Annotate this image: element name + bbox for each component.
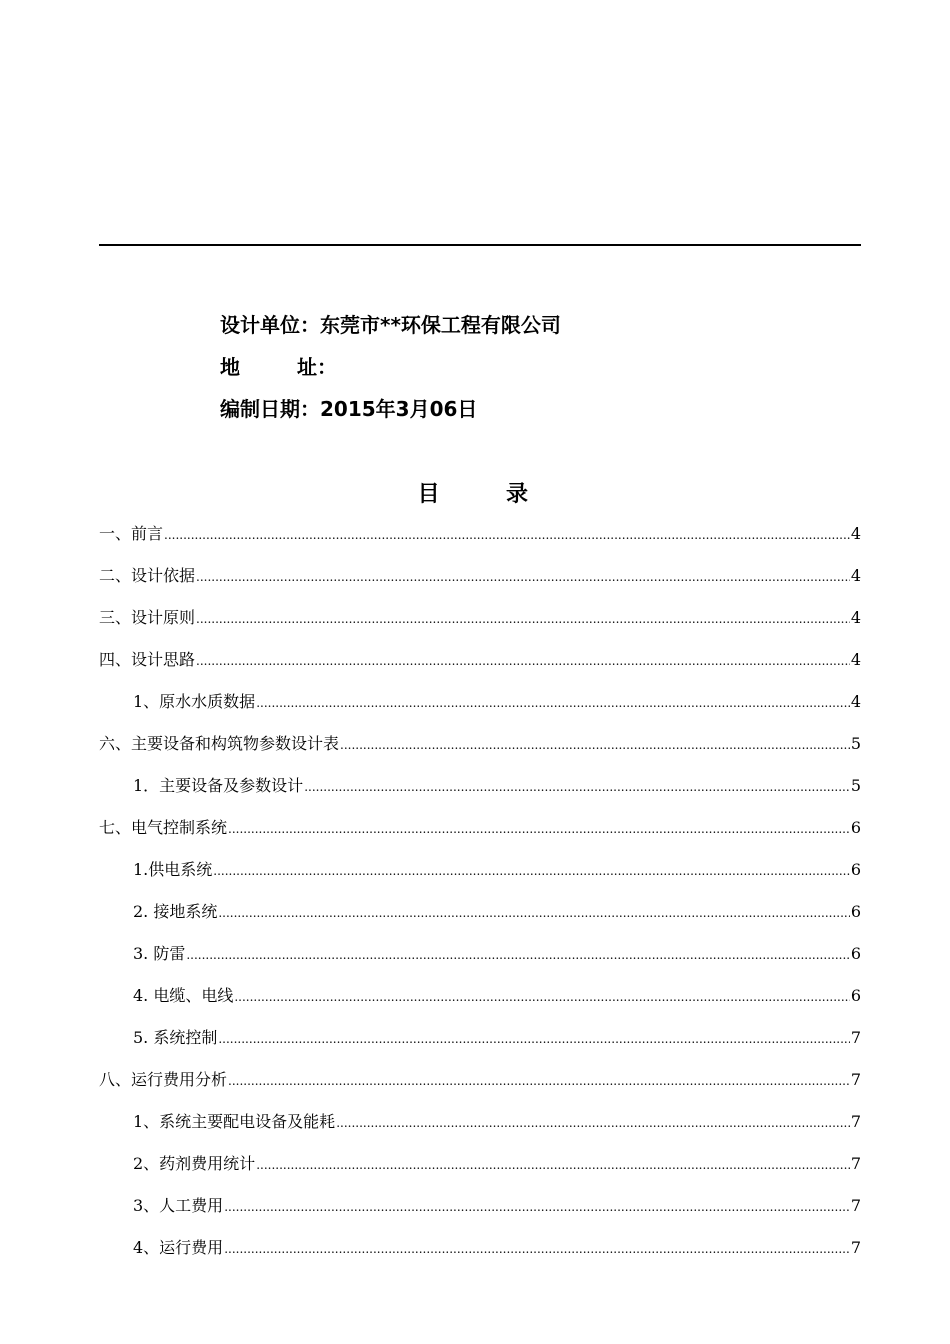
date-label: 编制日期： (220, 397, 320, 421)
toc-entry-text: 2. 接地系统 (133, 902, 218, 921)
toc-leader-dots (186, 938, 849, 972)
toc-leader-dots (336, 1106, 850, 1140)
toc-entry[interactable] (99, 517, 861, 559)
toc-entry-page: 6 (850, 986, 861, 1005)
toc-leader-dots (213, 854, 850, 888)
toc-leader-dots (218, 1022, 849, 1056)
toc-entry-text: 3、人工费用 (133, 1196, 224, 1215)
toc-entry-page: 7 (850, 1154, 861, 1173)
toc-entry[interactable] (99, 853, 861, 895)
toc-entry-text: 1．主要设备及参数设计 (133, 776, 304, 795)
toc-entry-text: 1.供电系统 (133, 860, 213, 879)
toc-entry-text: 六、主要设备和构筑物参数设计表 (99, 734, 340, 753)
toc-entry-page: 6 (850, 860, 861, 879)
toc-entry[interactable] (99, 727, 861, 769)
toc-entry[interactable] (99, 601, 861, 643)
toc-entry[interactable] (99, 769, 861, 811)
toc-leader-dots (218, 896, 849, 930)
toc-leader-dots (196, 560, 850, 594)
toc-entry-page: 7 (850, 1196, 861, 1215)
toc-leader-dots (196, 602, 850, 636)
toc-entry-text: 2、药剂费用统计 (133, 1154, 256, 1173)
toc-leader-dots (340, 728, 850, 762)
table-of-contents (99, 517, 861, 1273)
header-divider (99, 244, 861, 246)
toc-entry[interactable] (99, 559, 861, 601)
toc-entry-page: 6 (850, 902, 861, 921)
date-value: 2015年3月06日 (320, 397, 478, 421)
toc-title: 目 录 (417, 482, 533, 507)
design-unit-label: 设计单位： (220, 313, 320, 337)
toc-entry-text: 5. 系统控制 (133, 1028, 218, 1047)
toc-entry-page: 7 (850, 1070, 861, 1089)
toc-entry-page: 6 (850, 944, 861, 963)
toc-entry-text: 1、原水水质数据 (133, 692, 256, 711)
address-line (220, 350, 561, 392)
toc-entry-text: 七、电气控制系统 (99, 818, 228, 837)
toc-leader-dots (304, 770, 850, 804)
toc-entry-page: 5 (850, 734, 861, 753)
toc-entry[interactable] (99, 979, 861, 1021)
toc-entry-page: 4 (850, 524, 861, 543)
toc-entry-page: 7 (850, 1112, 861, 1131)
toc-entry[interactable] (99, 895, 861, 937)
design-unit-line (220, 308, 561, 350)
toc-entry-text: 八、运行费用分析 (99, 1070, 228, 1089)
toc-entry-page: 5 (850, 776, 861, 795)
toc-entry[interactable] (99, 937, 861, 979)
toc-entry[interactable] (99, 811, 861, 853)
address-label: 地 址 (220, 355, 317, 379)
toc-entry-text: 3. 防雷 (133, 944, 186, 963)
toc-leader-dots (196, 644, 850, 678)
toc-entry-page: 7 (850, 1028, 861, 1047)
toc-leader-dots (224, 1190, 850, 1224)
toc-entry-text: 三、设计原则 (99, 608, 196, 627)
toc-entry[interactable] (99, 685, 861, 727)
toc-entry[interactable] (99, 1147, 861, 1189)
toc-entry-text: 1、系统主要配电设备及能耗 (133, 1112, 336, 1131)
toc-entry[interactable] (99, 1189, 861, 1231)
toc-entry[interactable] (99, 1105, 861, 1147)
toc-entry-text: 4、运行费用 (133, 1238, 224, 1257)
toc-entry-page: 4 (850, 608, 861, 627)
toc-entry-text: 二、设计依据 (99, 566, 196, 585)
date-line (220, 392, 561, 434)
toc-entry[interactable] (99, 1021, 861, 1063)
toc-entry-page: 4 (850, 566, 861, 585)
toc-entry-page: 7 (850, 1238, 861, 1257)
toc-entry-page: 4 (850, 650, 861, 669)
toc-leader-dots (224, 1232, 850, 1266)
toc-entry-text: 一、前言 (99, 524, 164, 543)
toc-entry-page: 4 (850, 692, 861, 711)
toc-entry[interactable] (99, 1231, 861, 1273)
address-colon: ： (317, 355, 337, 379)
toc-entry[interactable] (99, 643, 861, 685)
toc-entry-text: 4. 电缆、电线 (133, 986, 234, 1005)
toc-entry[interactable] (99, 1063, 861, 1105)
toc-entry-text: 四、设计思路 (99, 650, 196, 669)
toc-leader-dots (228, 812, 850, 846)
toc-leader-dots (164, 518, 850, 552)
toc-leader-dots (256, 1148, 850, 1182)
toc-leader-dots (228, 1064, 850, 1098)
toc-leader-dots (256, 686, 850, 720)
design-unit-value: 东莞市**环保工程有限公司 (320, 313, 561, 337)
toc-entry-page: 6 (850, 818, 861, 837)
toc-leader-dots (234, 980, 849, 1014)
document-info (220, 308, 561, 434)
